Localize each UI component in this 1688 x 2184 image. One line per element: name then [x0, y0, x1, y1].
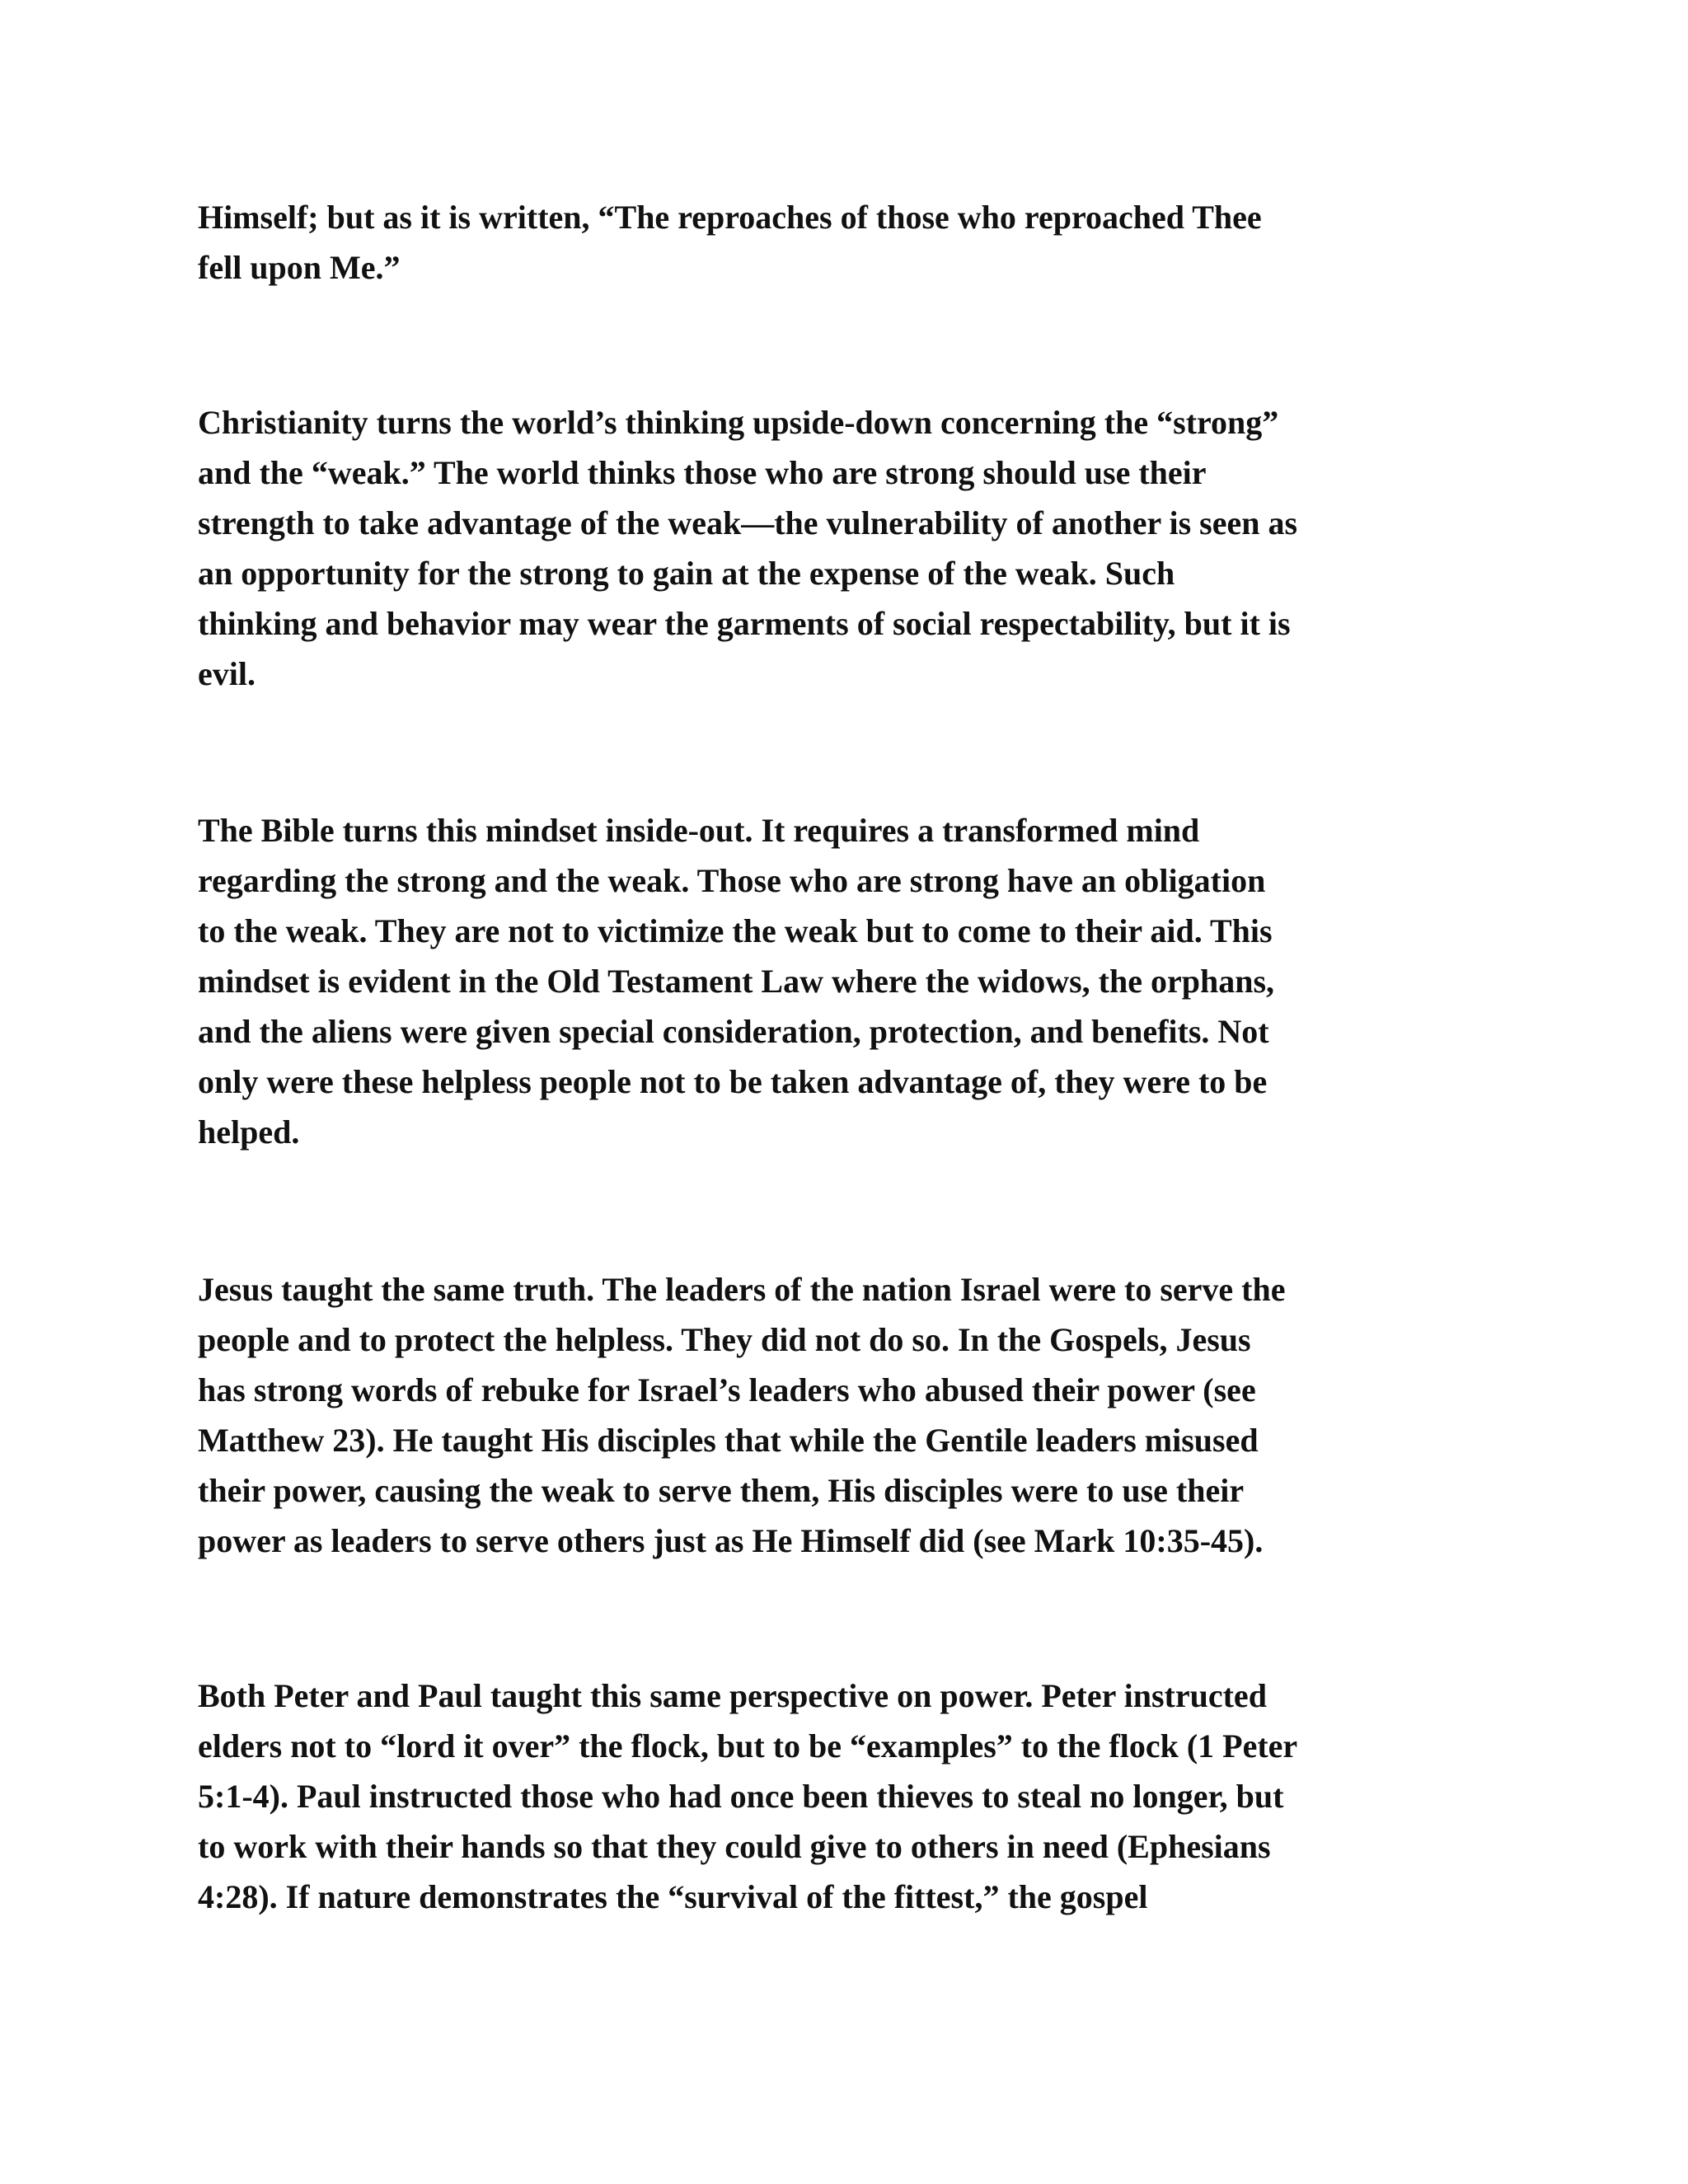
paragraph-jesus-taught: Jesus taught the same truth. The leaders of the nation Israel were to serve the people and to protect the helpless. They did not do so. In the Gospels, Jesus has strong words of rebuke for Israel’s leaders who abused their power (see Matthew 23). He taught His disciples that while the Gentile leaders misused their power, causing the weak to serve them, His disciples were to use their power as leaders to serve others just as He Himself did (see Mark 10:35-45). — [198, 1271, 1286, 1559]
paragraph-continuation-quote: Himself; but as it is written, “The reproaches of those who reproached Thee fell upon Me.” — [198, 199, 1262, 286]
paragraph-peter-and-paul: Both Peter and Paul taught this same perspective on power. Peter instructed elders not to “lord it over” the flock, but to be “examples” to the flock (1 Peter 5:1-4). Paul instructed those who had once been thieves to steal no longer, but to work with their hands so that they could give to others in need (Ephesians 4:28). If nature demonstrates the “survival of the fittest,” the gospel — [198, 1677, 1298, 1915]
paragraph-christianity-strong-weak: Christianity turns the world’s thinking upside-down concerning the “strong” and the “weak.” The world thinks those who are strong should use their strength to take advantage of the weak—the vulnerability of another is seen as an opportunity for the strong to gain at the expense of the weak. Such thinking and behavior may wear the garments of social respectability, but it is evil. — [198, 404, 1298, 692]
paragraph-bible-mindset: The Bible turns this mindset inside-out. It requires a transformed mind regarding the strong and the weak. Those who are strong have an obligation to the weak. They are not to victimize the weak but to come to their aid. This mindset is evident in the Old Testament Law where the widows, the orphans, and the aliens were given special consideration, protection, and benefits. Not only were these helpless people not to be taken advantage of, they were to be helped. — [198, 812, 1275, 1151]
